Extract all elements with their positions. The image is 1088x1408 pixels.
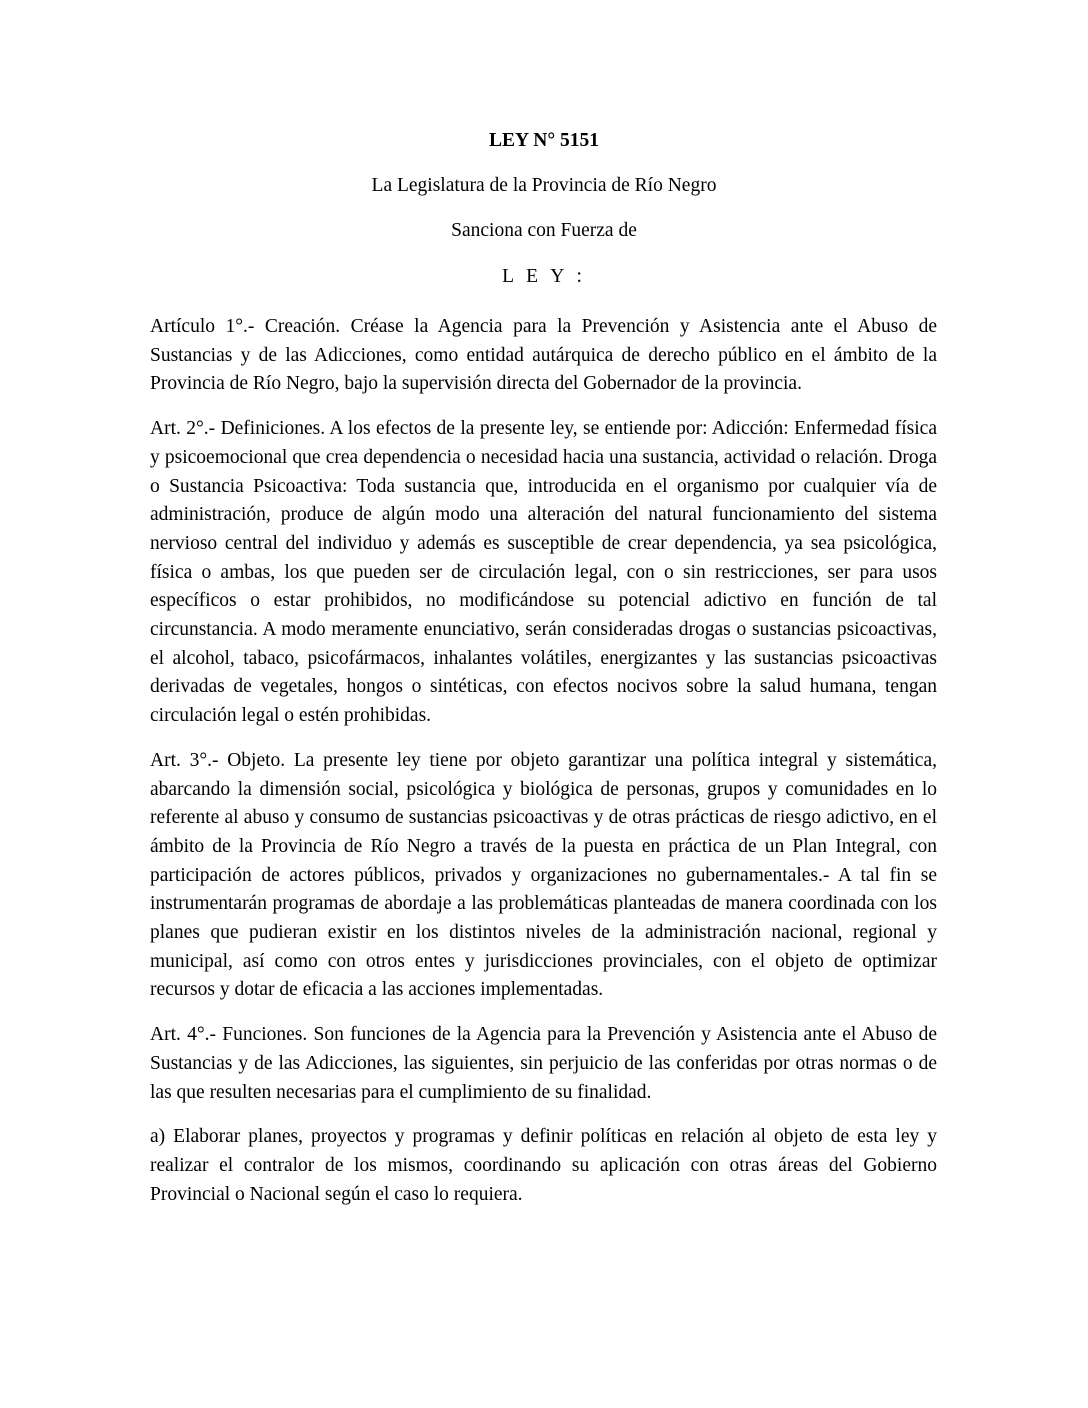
article-2: Art. 2°.- Definiciones. A los efectos de la presente ley, se entiende por: Adicción: Enfermedad física y psicoemocional que crea dependencia o necesidad hacia una sustancia, actividad o relación. Droga o Sustancia Psicoactiva: Toda sustancia que, introducida en el organismo por cualquier vía de administración, produce de algún modo una alteración del natural funcionamiento del sistema nervioso central del individuo y además es susceptible de crear dependencia, ya sea psicológica, física o ambas, los que pueden ser de circulación legal, con o sin restricciones, ser para usos específicos o estar prohibidos, no modificándose su potencial adictivo en función de tal circunstancia. A modo meramente enunciativo, serán consideradas drogas o sustancias psicoactivas, el alcohol, tabaco, psicofármacos, inhalantes volátiles, energizantes y las sustancias psicoactivas derivadas de vegetales, hongos o sintéticas, con efectos nocivos sobre la salud humana, tengan circulación legal o estén prohibidas. xyxy=(150,418,937,727)
articles-body xyxy=(150,313,937,1225)
article-4-item-a: a) Elaborar planes, proyectos y programas y definir políticas en relación al objeto de esta ley y realizar el contralor de los mismos, coordinando su aplicación con otras áreas del Gobierno Provincial o Nacional según el caso lo requiera. xyxy=(150,1126,937,1205)
ley-heading: L E Y : xyxy=(502,266,586,287)
legislature-line: La Legislatura de la Provincia de Río Negro xyxy=(371,175,717,196)
law-title: LEY N° 5151 xyxy=(488,130,599,151)
sanciona-line: Sanciona con Fuerza de xyxy=(451,220,637,241)
article-4: Art. 4°.- Funciones. Son funciones de la Agencia para la Prevención y Asistencia ante el Abuso de Sustancias y de las Adicciones, las siguientes, sin perjuicio de las conferidas por otras normas o de las que resulten necesarias para el cumplimiento de su finalidad. xyxy=(150,1024,937,1103)
article-3: Art. 3°.- Objeto. La presente ley tiene por objeto garantizar una política integral y sistemática, abarcando la dimensión social, psicológica y biológica de personas, grupos y comunidades en lo referente al abuso y consumo de sustancias psicoactivas y de otras prácticas de riesgo adictivo, en el ámbito de la Provincia de Río Negro a través de la puesta en práctica de un Plan Integral, con participación de actores públicos, privados y organizaciones no gubernamentales.- A tal fin se instrumentarán programas de abordaje a las problemáticas planteadas de manera coordinada con los planes que pudieran existir en los distintos niveles de la administración nacional, regional y municipal, así como con otros entes y jurisdicciones provinciales, con el objeto de optimizar recursos y dotar de eficacia a las acciones implementadas. xyxy=(150,749,937,1001)
article-1: Artículo 1°.- Creación. Créase la Agencia para la Prevención y Asistencia ante el Abuso de Sustancias y de las Adicciones, como entidad autárquica de derecho público en el ámbito de la Provincia de Río Negro, bajo la supervisión directa del Gobernador de la provincia. xyxy=(150,316,937,395)
